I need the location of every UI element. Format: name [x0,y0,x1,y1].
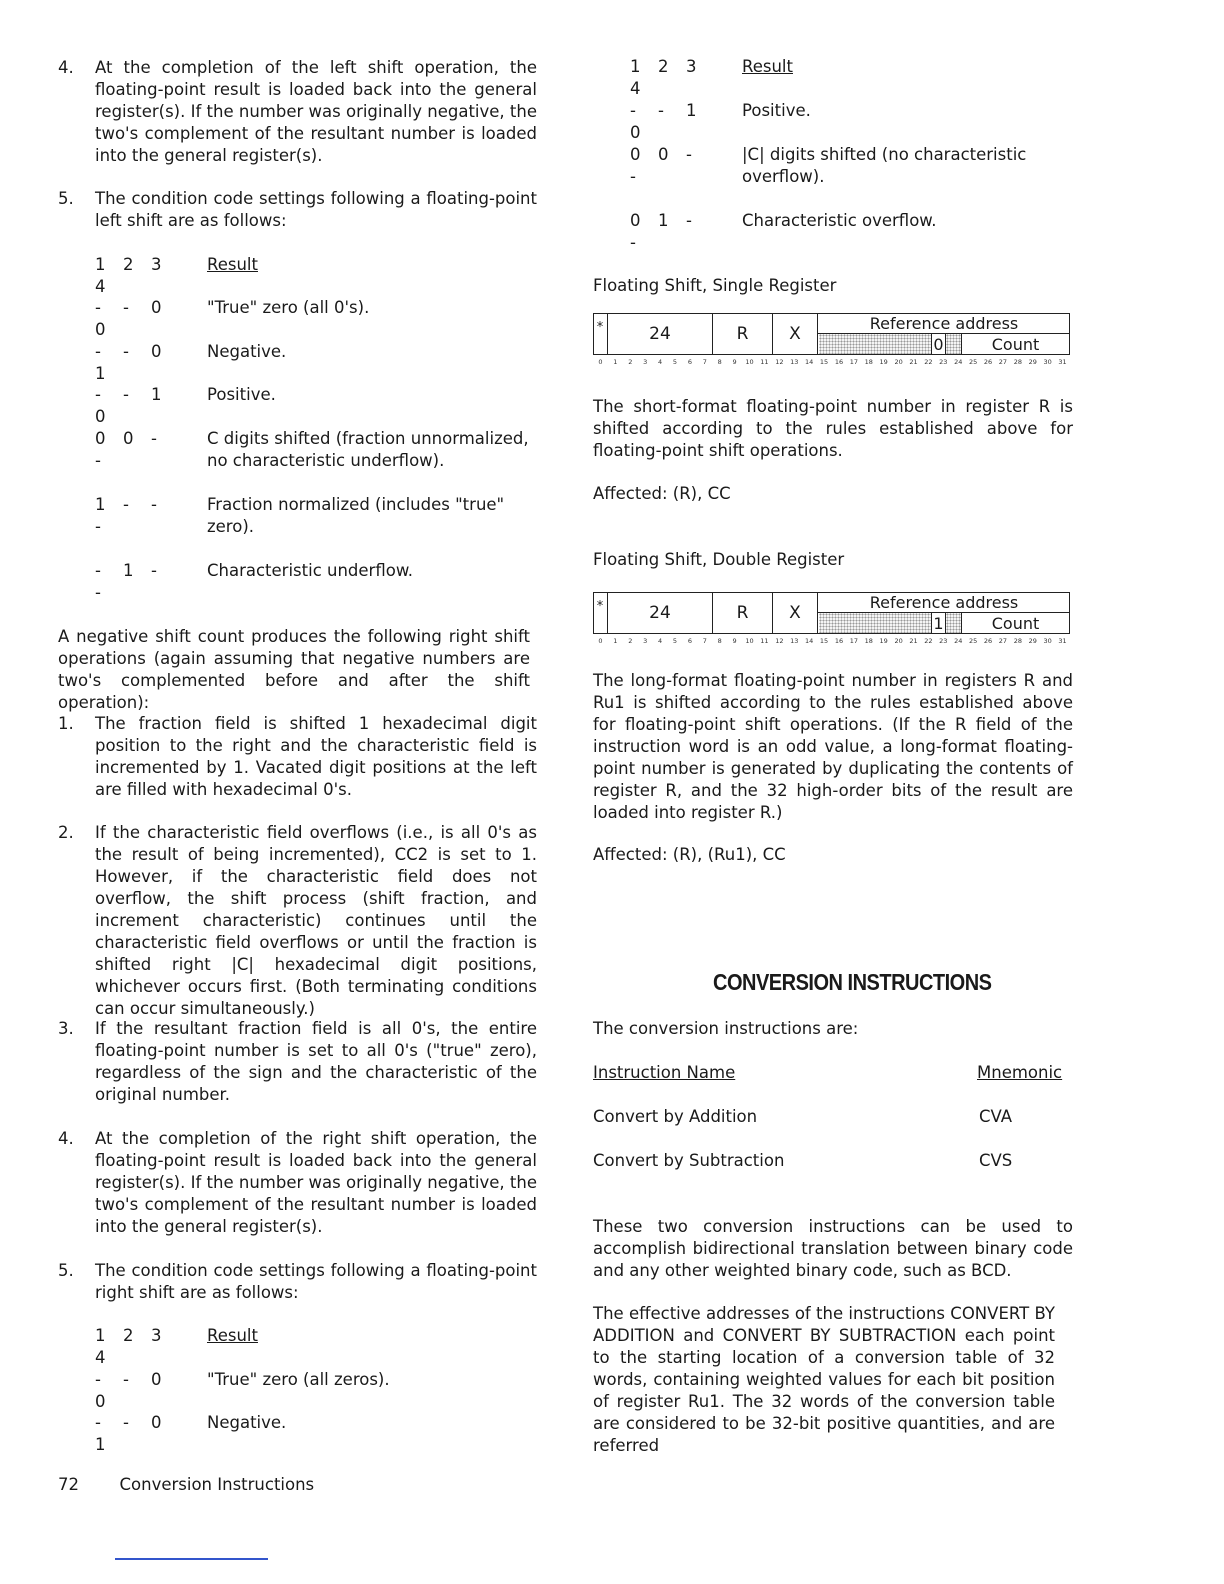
reference-address-label: Reference address [818,592,1070,613]
bit-number: 21 [909,637,918,645]
bit-number: 5 [672,358,678,366]
bit-number: 8 [717,358,722,366]
cc-header-code: 1 2 34 [95,255,162,296]
bit-number: 3 [643,358,648,366]
indirect-flag: * [593,313,608,355]
bit-number: 11 [760,358,769,366]
bit-number: 27 [998,358,1008,366]
table-cell: CVA [979,1107,1013,1126]
bit-number: 7 [702,637,707,645]
bit-number: 31 [1058,358,1067,366]
bit-number: 29 [1028,358,1037,366]
list-text: The fraction field is shifted 1 hexadecimal digit position to the right and the characteristic field is incremented by 1. Vacated digit positions at the left are filled with hexadecimal 0's. [95,714,537,799]
bit-number: 26 [983,637,993,645]
opcode-field: 24 [608,592,713,634]
count-field: Count [961,334,1069,354]
bit-number: 28 [1013,358,1022,366]
bit-number: 30 [1043,637,1052,645]
page-number: 72 [58,1475,79,1494]
bit-number: 0 [598,637,603,645]
bit-number: 16 [834,358,844,366]
instruction-word-diagram [593,313,1070,366]
section-heading: CONVERSION INSTRUCTIONS [713,970,992,996]
bit-number: 26 [983,358,993,366]
bit-numbers [593,635,1070,645]
bit-number: 24 [954,358,963,366]
list-text: The condition code settings following a floating-point right shift are as follows: [95,1261,537,1302]
bit-number: 25 [968,358,978,366]
instruction-word-diagram [593,592,1070,645]
bit-number: 10 [745,637,754,645]
bottom-rule [115,1558,268,1560]
list-number: 5. [58,1261,74,1280]
bit-number: 9 [732,637,737,645]
footer-title: Conversion Instructions [119,1475,315,1494]
bit-number: 20 [894,358,903,366]
paragraph: The long-format floating-point number in registers R and Ru1 is shifted according to the rules established above for floating-point shift operations. (If the R field of the instruction word is an odd value, a long-format floating-point number is generated by duplicating the contents of register R, and the 32 high-order bits of the result are loaded into register R.) [593,671,1073,822]
bit-number: 6 [687,637,692,645]
bit-number: 18 [864,637,873,645]
page-footer [58,1474,314,1496]
r-field: R [713,592,773,634]
bit-number: 3 [643,637,648,645]
list-text: The condition code settings following a floating-point left shift are as follows: [95,189,537,230]
bit-number: 15 [819,637,829,645]
bit-number: 22 [924,637,933,645]
affected-line: Affected: (R), (Ru1), CC [593,845,786,864]
bit-number: 18 [864,358,873,366]
bit-number: 9 [732,358,737,366]
bit-number: 28 [1013,637,1022,645]
bit-number: 13 [790,358,799,366]
bit-number: 1 [613,637,618,645]
bit-number: 1 [613,358,618,366]
bit-number: 24 [954,637,963,645]
table-cell: CVS [979,1151,1013,1170]
unused-bits [819,613,931,633]
bit-number: 13 [790,637,799,645]
bit-number: 19 [879,358,888,366]
unused-bits [819,334,931,354]
bit-number: 14 [805,637,814,645]
r-field: R [713,313,773,355]
list-text: If the resultant fraction field is all 0's, the entire floating-point number is set to all 0's ("true" zero), regardless of the sign and the characteristic of the original number. [95,1019,537,1104]
cc-header-result: Result [207,255,258,274]
reference-address-label: Reference address [818,313,1070,334]
bit-number: 10 [745,358,754,366]
list-number: 3. [58,1019,74,1038]
bit-number: 0 [598,358,603,366]
bit-number: 17 [849,637,858,645]
bit-number: 23 [939,637,948,645]
bit-number: 17 [849,358,858,366]
bit-number: 4 [658,358,663,366]
bit-number: 15 [819,358,829,366]
list-text: At the completion of the right shift operation, the floating-point result is loaded back into the general register(s). If the number was originally negative, the two's complement of the resultant number is loaded into the general register(s). [95,1129,537,1236]
double-register-title: Floating Shift, Double Register [593,550,845,569]
table-row: Convert by Addition [593,1107,758,1126]
bit-number: 12 [775,358,784,366]
indirect-flag: * [593,592,608,634]
bit-number: 27 [998,637,1008,645]
bit-number: 23 [939,358,948,366]
bit-number: 6 [687,358,692,366]
bit-number: 19 [879,637,888,645]
bit-number: 16 [834,637,844,645]
shift-type-flag: 1 [931,613,946,633]
table-header-mnemonic: Mnemonic [977,1063,1063,1082]
list-number: 4. [58,58,74,77]
paragraph: These two conversion instructions can be used to accomplish bidirectional translation between binary code and any other weighted binary code, such as BCD. [593,1217,1073,1280]
x-field: X [773,313,818,355]
list-text: At the completion of the left shift operation, the floating-point result is loaded back into the general register(s). If the number was originally negative, the two's complement of the resultant number is loaded into the general register(s). [95,58,537,165]
bit-numbers [593,356,1070,366]
count-field: Count [961,613,1069,633]
single-register-title: Floating Shift, Single Register [593,276,837,295]
bit-number: 11 [760,637,769,645]
bit-number: 5 [672,637,678,645]
paragraph: The effective addresses of the instructions CONVERT BY ADDITION and CONVERT BY SUBTRACTION each point to the starting location of a conversion table of 32 words, containing weighted values for each bit position of register Ru1. The 32 words of the conversion table are considered to be 32-bit positive quantities, and are referred [593,1304,1055,1455]
bit-number: 2 [628,637,633,645]
paragraph: The short-format floating-point number in register R is shifted according to the rules established above for floating-point shift operations. [593,397,1073,460]
table-header-name: Instruction Name [593,1063,736,1082]
shift-type-flag: 0 [931,334,946,354]
bit-number: 30 [1043,358,1052,366]
x-field: X [773,592,818,634]
paragraph: The conversion instructions are: [593,1019,859,1038]
bit-number: 7 [702,358,707,366]
bit-number: 14 [805,358,814,366]
affected-line: Affected: (R), CC [593,484,731,503]
list-number: 2. [58,823,74,842]
opcode-field: 24 [608,313,713,355]
bit-number: 12 [775,637,784,645]
bit-number: 21 [909,358,918,366]
bit-number: 8 [717,637,722,645]
bit-number: 20 [894,637,903,645]
bit-number: 29 [1028,637,1037,645]
bit-number: 4 [658,637,663,645]
bit-number: 25 [968,637,978,645]
list-number: 1. [58,714,74,733]
bit-number: 31 [1058,637,1067,645]
bit-number: 2 [628,358,633,366]
table-row: Convert by Subtraction [593,1151,785,1170]
list-text: If the characteristic field overflows (i.e., is all 0's as the result of being incremented), CC2 is set to 1. However, if the characteristic field does not overflow, the shift process (shift fraction, and increment characteristic) continues until the characteristic field overflows or until the fraction is shifted right |C| hexadecimal digit positions, whichever occurs first. (Both terminating conditions can occur simultaneously.) [95,823,537,1018]
bit-number: 22 [924,358,933,366]
paragraph: A negative shift count produces the following right shift operations (again assuming that negative numbers are two's complemented before and after the shift operation): [58,627,530,712]
list-number: 5. [58,189,74,208]
list-number: 4. [58,1129,74,1148]
